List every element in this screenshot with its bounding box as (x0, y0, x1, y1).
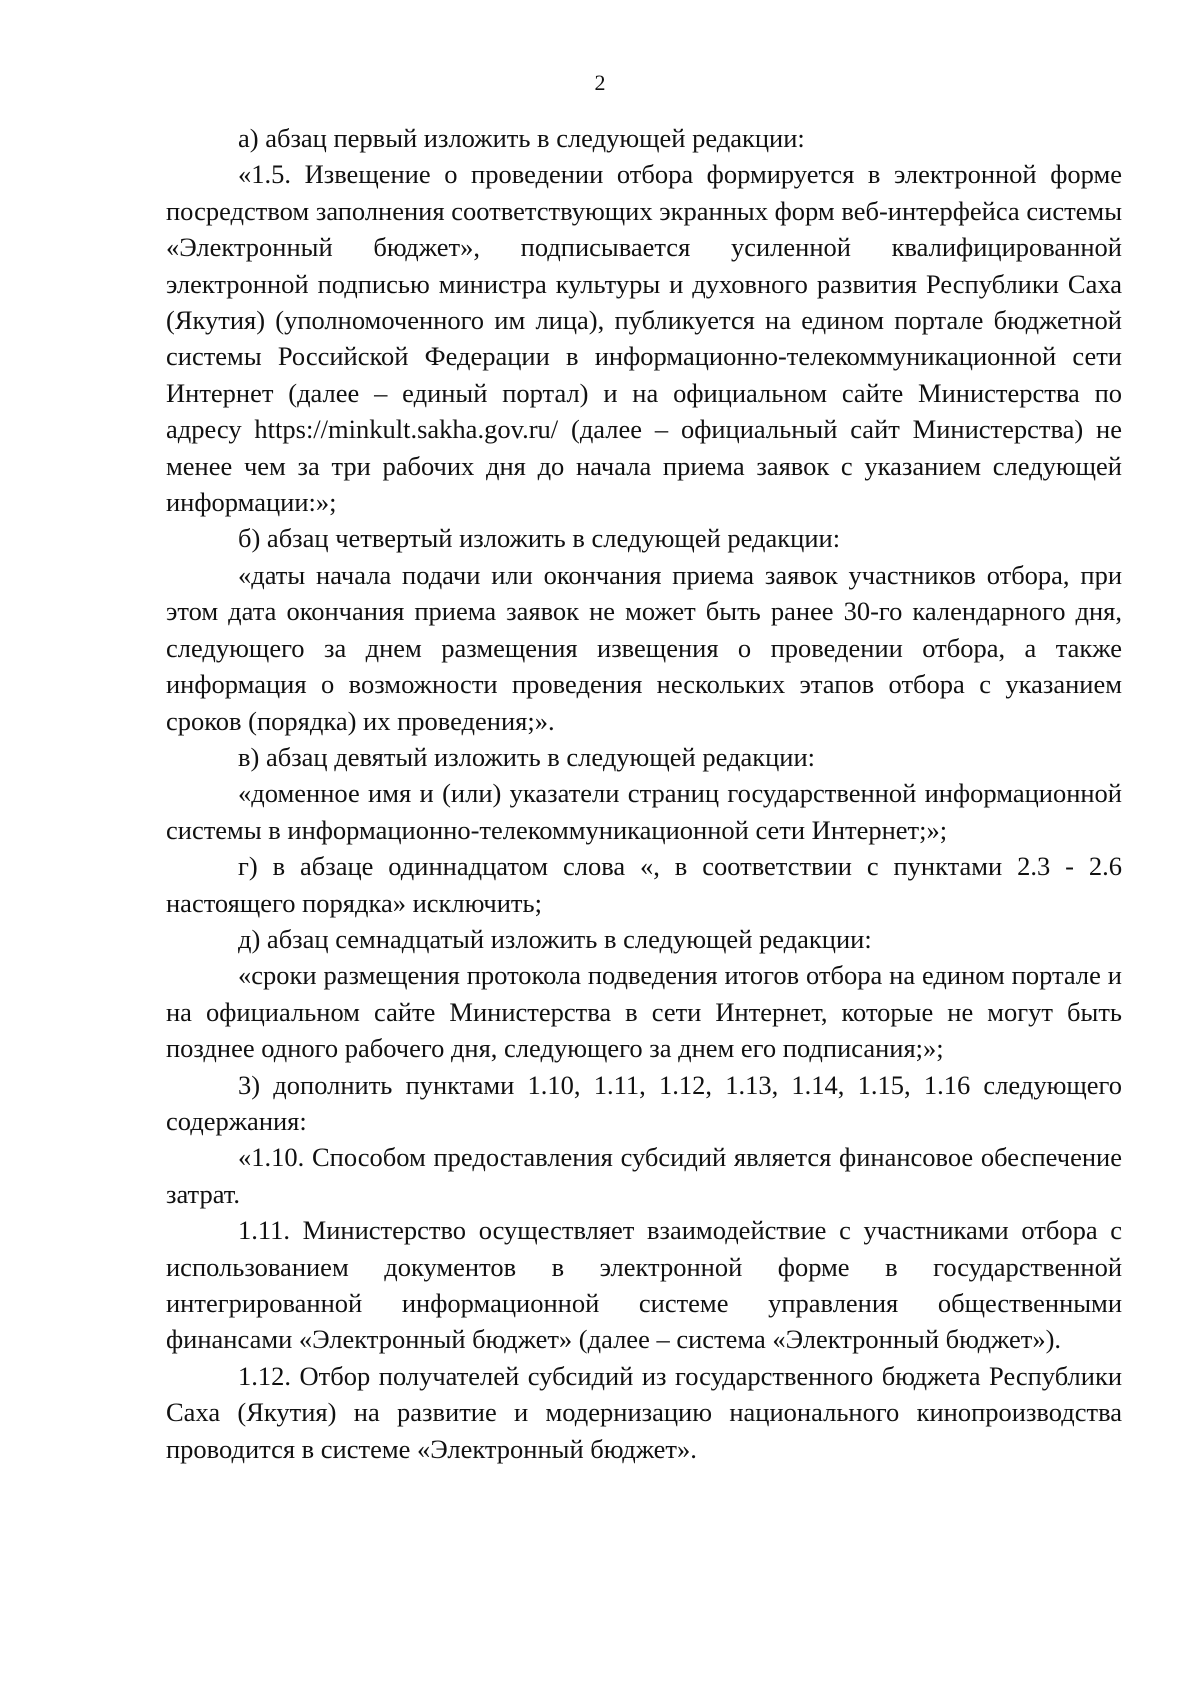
paragraph-application-dates: «даты начала подачи или окончания приема заявок участников отбора, при этом дата окончания приема заявок не может быть ранее 30-го календарного дня, следующего за днем размещения извещения о проведении отбора, а также информация о возможности проведения нескольких этапов отбора с указанием сроков (порядка) их проведения;». (166, 559, 1122, 736)
paragraph-d-header: д) абзац семнадцатый изложить в следующей редакции: (238, 923, 872, 954)
paragraph-g-eleventh: г) в абзаце одиннадцатом слова «, в соответствии с пунктами 2.3 - 2.6 настоящего порядка» исключить; (166, 851, 1122, 918)
paragraph-b-header: б) абзац четвертый изложить в следующей редакции: (238, 523, 841, 554)
paragraph-3-additions: 3) дополнить пунктами 1.10, 1.11, 1.12, 1.13, 1.14, 1.15, 1.16 следующего содержания: (166, 1069, 1122, 1136)
page-number: 2 (594, 70, 606, 95)
paragraph-1-11: 1.11. Министерство осуществляет взаимодействие с участниками отбора с использованием документов в электронной форме в государственной интегрированной информационной системе управления общественными финансами «Электронный бюджет» (далее – система «Электронный бюджет»). (166, 1215, 1122, 1355)
paragraph-domain-name: «доменное имя и (или) указатели страниц государственной информационной системы в информационно-телекоммуникационной сети Интернет;»; (166, 778, 1122, 845)
paragraph-1-12: 1.12. Отбор получателей субсидий из государственного бюджета Республики Саха (Якутия) на развитие и модернизацию национального кинопроизводства проводится в системе «Электронный бюджет». (166, 1360, 1122, 1464)
paragraph-v-header: в) абзац девятый изложить в следующей редакции: (238, 741, 816, 772)
paragraph-a-header: а) абзац первый изложить в следующей редакции: (238, 123, 805, 153)
paragraph-1-5-notice: «1.5. Извещение о проведении отбора формируется в электронной форме посредством заполнения соответствующих экранных форм веб-интерфейса системы «Электронный бюджет», подписывается усиленной квалифицированной электронной подписью министра культуры и духовного развития Республики Саха (Якутия) (уполномоченного им лица), публикуется на едином портале бюджетной системы Российской Федерации в информационно-телекоммуникационной сети Интернет (далее – единый портал) и на официальном сайте Министерства по адресу https://minkult.sakha.gov.ru/ (далее – официальный сайт Министерства) не менее чем за три рабочих дня до начала приема заявок с указанием следующей информации:»; (166, 159, 1122, 518)
paragraph-1-10: «1.10. Способом предоставления субсидий является финансовое обеспечение затрат. (166, 1142, 1122, 1209)
paragraph-protocol-deadlines: «сроки размещения протокола подведения итогов отбора на едином портале и на официальном сайте Министерства в сети Интернет, которые не могут быть позднее одного рабочего дня, следующего за днем его подписания;»; (166, 960, 1122, 1064)
document-body (166, 120, 1122, 1467)
